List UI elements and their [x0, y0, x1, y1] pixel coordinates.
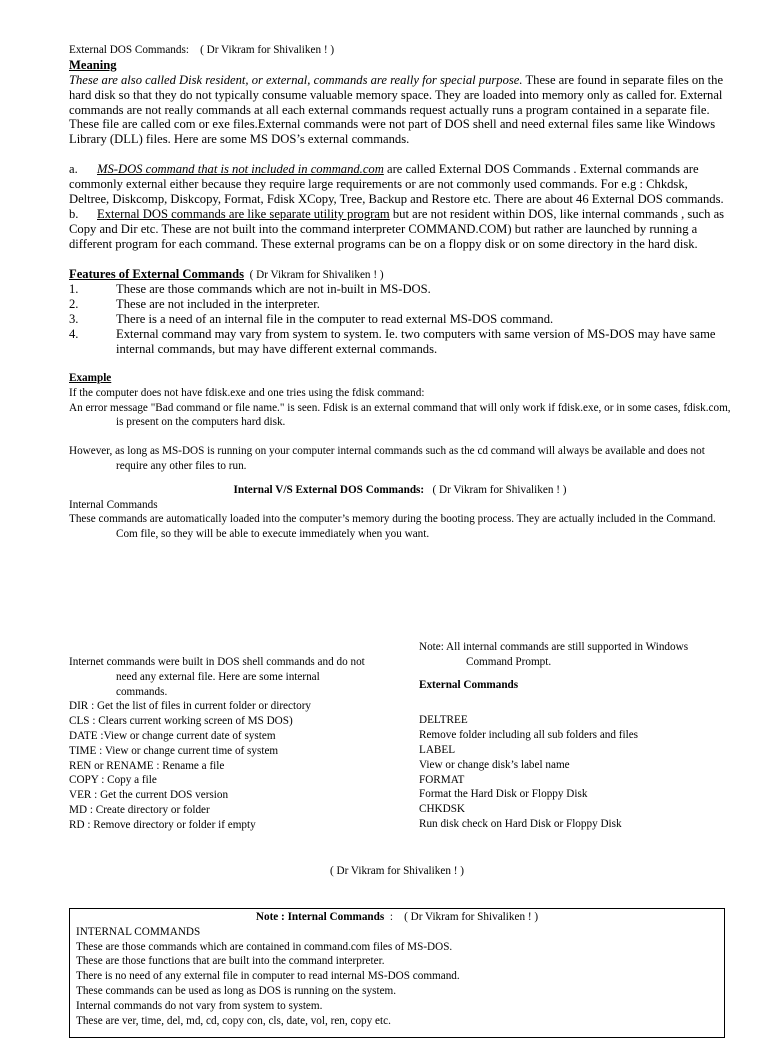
external-command-description: Remove folder including all sub folders and files — [419, 729, 639, 742]
features-heading: Features of External Commands — [69, 266, 245, 281]
note-box-title-line — [76, 910, 718, 925]
features-list — [69, 282, 731, 357]
note-box-line: These commands can be used as long as DOS is running on the system. — [76, 984, 397, 997]
internal-commands-title: Internal Commands — [69, 498, 158, 511]
internal-commands-note-box — [69, 908, 725, 1038]
list-item-text: These are those commands which are not in-built in MS-DOS. — [116, 282, 431, 297]
external-command-name: LABEL — [419, 743, 456, 756]
note-box-line: Internal commands do not vary from system to system. — [76, 999, 323, 1012]
meaning-heading: Meaning — [69, 57, 117, 72]
meaning-paragraph — [69, 73, 731, 148]
internal-command-item: CLS : Clears current working screen of MS DOS) — [69, 715, 293, 728]
example-heading: Example — [69, 372, 112, 384]
internal-command-item: COPY : Copy a file — [69, 774, 157, 787]
note-box-line: These are those commands which are contained in command.com files of MS-DOS. — [76, 940, 453, 953]
list-number: 2. — [69, 297, 79, 312]
features-heading-line — [69, 267, 731, 283]
comparison-credit: ( Dr Vikram for Shivaliken ! ) — [424, 483, 567, 496]
point-a-emphasis: MS-DOS command that is not included in command.com — [97, 162, 384, 177]
external-commands-title: External Commands — [419, 678, 519, 691]
internal-command-item: TIME : View or change current time of system — [69, 744, 279, 757]
features-list-item — [69, 327, 731, 357]
features-list-item — [69, 312, 731, 327]
external-command-name: FORMAT — [419, 773, 465, 786]
point-a — [69, 162, 731, 207]
internal-commands-description: These commands are automatically loaded into the computer’s memory during the booting process. They are actually included in the Command. Com file, so they will be able to execute immediately when you want. — [69, 513, 716, 541]
point-b-text: but are not resident within DOS, like internal commands , such as Copy and Dir etc. These are not built into the command interpreter COMMAND.COM) but rather are launched by running a different program for each command. These external programs can be on a floppy disk or on some directory in the hard disk. — [69, 206, 725, 251]
point-a-marker: a. — [69, 162, 78, 177]
note-box-line: These are ver, time, del, md, cd, copy con, cls, date, vol, ren, copy etc. — [76, 1014, 391, 1027]
external-commands-column — [419, 640, 724, 832]
meaning-body-text: These are found in separate files on the hard disk so that they do not typically consume valuable memory space. They are loaded into memory only as called for. External commands are not really commands at all each external commands request actually runs a program contained in a separate file. These file are called com or exe files.External commands were not part of DOS shell and need external files same like Windows Library (DLL) files. Here are some MS DOS’s external commands. — [69, 72, 724, 147]
internal-commands-column — [69, 655, 369, 833]
internal-command-item: DATE :View or change current date of system — [69, 729, 276, 742]
note-box-heading: INTERNAL COMMANDS — [76, 925, 201, 938]
point-b — [69, 207, 731, 252]
point-a-text: are called External DOS Commands . External commands are commonly external either because they require large requirements or are not commonly used commands. For e.g : Chkdsk, Deltree, Diskcomp, Diskcopy, Format, Fdisk XCopy, Tree, Backup and Restore etc. There are about 46 External DOS commands. — [69, 162, 724, 207]
list-item-text: External command may vary from system to system. Ie. two computers with same version of MS-DOS may have same internal commands, but may have different external commands. — [116, 327, 716, 357]
internal-commands-intro — [69, 498, 731, 542]
internal-command-item: RD : Remove directory or folder if empty — [69, 818, 256, 831]
list-item-text: There is a need of an internal file in the computer to read external MS-DOS command. — [116, 312, 554, 327]
internal-command-item: REN or RENAME : Rename a file — [69, 759, 225, 772]
list-number: 1. — [69, 282, 79, 297]
point-b-marker: b. — [69, 206, 79, 221]
example-line-2: An error message "Bad command or file name." is seen. Fdisk is an external command that will only work if fdisk.exe, or in some cases, fdisk.com, is present on the computers hard disk. — [69, 401, 731, 429]
internal-support-note: Note: All internal commands are still supported in Windows Command Prompt. — [419, 641, 689, 668]
external-command-description: Run disk check on Hard Disk or Floppy Disk — [419, 817, 622, 830]
example-line-3: However, as long as MS-DOS is running on your computer internal commands such as the cd command will always be available and does not require any other files to run. — [69, 445, 705, 472]
list-number: 3. — [69, 312, 79, 327]
note-box-line: There is no need of any external file in computer to read internal MS-DOS command. — [76, 970, 460, 983]
features-credit: ( Dr Vikram for Shivaliken ! ) — [244, 268, 384, 281]
features-list-item — [69, 297, 731, 312]
external-command-name: CHKDSK — [419, 803, 466, 816]
note-box-line: These are those functions that are built into the command interpreter. — [76, 955, 385, 968]
external-command-description: Format the Hard Disk or Floppy Disk — [419, 788, 588, 801]
note-box-title: Note : Internal Commands — [255, 911, 385, 923]
internal-commands-lead: Internet commands were built in DOS shell commands and do not need any external file. Here are some internal commands. — [69, 656, 365, 698]
example-line-1: If the computer does not have fdisk.exe and one tries using the fdisk command: — [69, 386, 425, 399]
footer-credit: ( Dr Vikram for Shivaliken ! ) — [330, 865, 464, 877]
comparison-heading-line — [69, 483, 731, 498]
list-item-text: These are not included in the interpreter. — [116, 297, 320, 312]
meaning-italic-text: These are also called Disk resident, or external, commands are really for special purpose. — [69, 72, 523, 87]
example-section — [69, 371, 731, 474]
external-command-name: DELTREE — [419, 714, 468, 727]
external-commands-list — [419, 713, 724, 831]
note-box-credit: : ( Dr Vikram for Shivaliken ! ) — [384, 911, 539, 923]
external-command-description: View or change disk’s label name — [419, 758, 570, 771]
list-number: 4. — [69, 327, 79, 342]
internal-command-item: DIR : Get the list of files in current folder or directory — [69, 700, 312, 713]
internal-command-item: VER : Get the current DOS version — [69, 789, 229, 802]
point-b-emphasis: External DOS commands are like separate utility program — [97, 206, 390, 221]
document-body — [69, 43, 731, 542]
comparison-heading: Internal V/S External DOS Commands: — [233, 483, 425, 496]
page-header: External DOS Commands: ( Dr Vikram for Shivaliken ! ) — [69, 44, 335, 56]
features-list-item — [69, 282, 731, 297]
internal-command-item: MD : Create directory or folder — [69, 803, 210, 816]
